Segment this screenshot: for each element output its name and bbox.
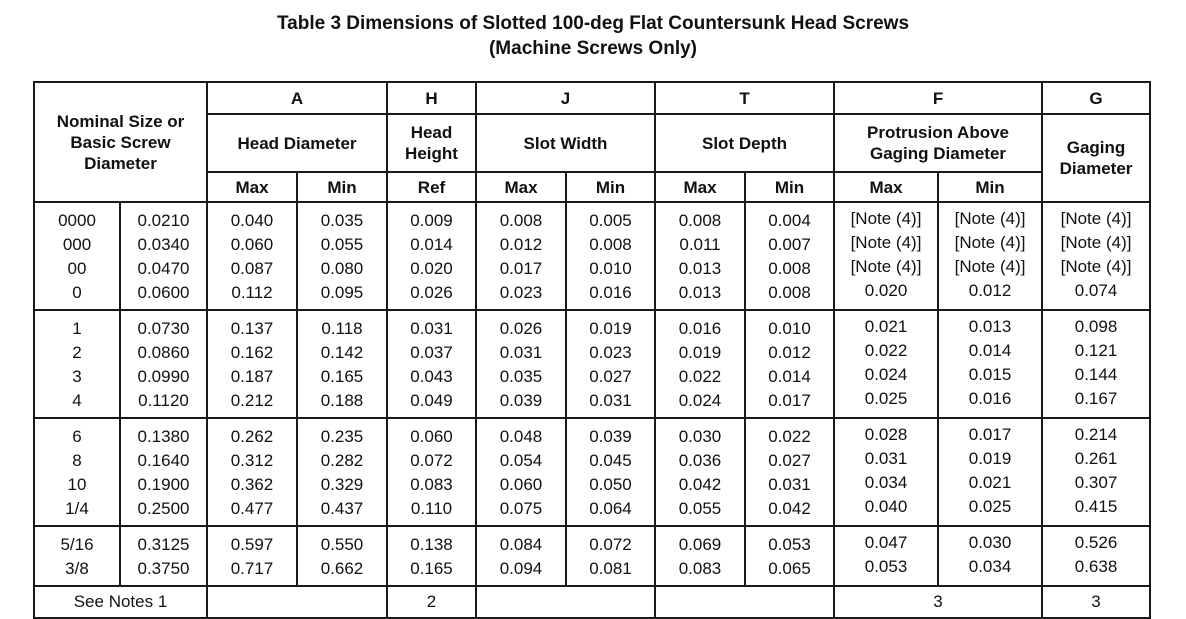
- t-max-header: Max: [655, 172, 745, 202]
- cell-basic: [120, 310, 207, 418]
- cell-value: [Note (4)]: [954, 233, 1026, 252]
- cell-value: 0.043: [410, 367, 453, 386]
- nominal-size-header: Nominal Size or Basic Screw Diameter: [34, 82, 207, 202]
- cell-size: [34, 526, 120, 586]
- cell-value: 0.3125: [137, 535, 190, 554]
- cell-value: 0.162: [230, 343, 274, 362]
- row-group: [34, 418, 1150, 526]
- cell-value: 0.069: [678, 535, 722, 554]
- cell-value: 0.030: [678, 427, 722, 446]
- cell-value: 0.012: [968, 281, 1012, 300]
- cell-f-min: [938, 202, 1042, 310]
- cell-t-min: [745, 202, 834, 310]
- cell-f-max: [834, 526, 938, 586]
- notes-g: 3: [1042, 586, 1150, 618]
- dimensions-table: [33, 81, 1151, 619]
- cell-basic: [120, 526, 207, 586]
- cell-value: 0.016: [589, 283, 632, 302]
- cell-value: 0.035: [499, 367, 543, 386]
- cell-value: 0.053: [864, 557, 908, 576]
- cell-value: 3/8: [65, 559, 89, 578]
- cell-value: 0.526: [1074, 533, 1118, 552]
- cell-value: 0.0860: [137, 343, 190, 362]
- cell-value: 0.083: [410, 475, 453, 494]
- cell-value: 4: [72, 391, 82, 410]
- cell-value: 0.3750: [137, 559, 190, 578]
- cell-value: 0.550: [320, 535, 364, 554]
- cell-value: 0.050: [589, 475, 632, 494]
- cell-size: [34, 202, 120, 310]
- head-height-header: Head Height: [387, 114, 476, 172]
- cell-value: 0.020: [864, 281, 908, 300]
- cell-value: 0.094: [499, 559, 543, 578]
- cell-value: 0.010: [589, 259, 632, 278]
- notes-a: [207, 586, 387, 618]
- cell-value: 0.039: [589, 427, 632, 446]
- cell-a-max: [207, 202, 297, 310]
- cell-value: 0.015: [968, 365, 1012, 384]
- cell-value: 0.031: [768, 475, 811, 494]
- cell-t-max: [655, 526, 745, 586]
- cell-value: 0.072: [410, 451, 453, 470]
- cell-value: 0.212: [230, 391, 274, 410]
- cell-value: 00: [67, 259, 87, 278]
- cell-value: 0.047: [864, 533, 908, 552]
- cell-value: 0.110: [410, 499, 453, 518]
- cell-value: 0.072: [589, 535, 632, 554]
- cell-value: 0.060: [499, 475, 543, 494]
- cell-value: 0.035: [320, 211, 364, 230]
- cell-g: [1042, 310, 1150, 418]
- cell-t-max: [655, 418, 745, 526]
- cell-value: 6: [72, 427, 82, 446]
- cell-value: 0.165: [410, 559, 453, 578]
- cell-value: 0.012: [768, 343, 811, 362]
- cell-value: 0.087: [230, 259, 274, 278]
- cell-size: [34, 418, 120, 526]
- cell-value: 0.020: [410, 259, 453, 278]
- cell-value: 0.2500: [137, 499, 190, 518]
- cell-value: 0.014: [410, 235, 453, 254]
- table-row: [34, 202, 1150, 310]
- cell-value: 0.118: [321, 319, 363, 338]
- table-row: [34, 418, 1150, 526]
- cell-value: 0.021: [864, 317, 908, 336]
- cell-value: 0: [72, 283, 82, 302]
- cell-value: 0.053: [768, 535, 811, 554]
- cell-value: 0.0730: [137, 319, 190, 338]
- cell-a-min: [297, 202, 387, 310]
- row-group: [34, 526, 1150, 586]
- cell-value: 0.017: [968, 425, 1012, 444]
- j-max-header: Max: [476, 172, 566, 202]
- cell-value: 0.028: [864, 425, 908, 444]
- cell-value: 0.064: [589, 499, 632, 518]
- cell-value: 0.022: [768, 427, 811, 446]
- cell-value: 0.036: [678, 451, 722, 470]
- cell-value: 0.235: [320, 427, 364, 446]
- cell-g: [1042, 418, 1150, 526]
- cell-h-ref: [387, 310, 476, 418]
- cell-value: 0.024: [678, 391, 722, 410]
- cell-value: 0.016: [968, 389, 1012, 408]
- cell-value: 0.055: [320, 235, 364, 254]
- cell-value: 0.013: [968, 317, 1012, 336]
- cell-value: 0.012: [499, 235, 543, 254]
- slot-depth-header: Slot Depth: [655, 114, 834, 172]
- cell-a-max: [207, 526, 297, 586]
- cell-value: 0.098: [1074, 317, 1118, 336]
- cell-t-min: [745, 418, 834, 526]
- cell-value: 0.005: [589, 211, 632, 230]
- cell-value: 0.008: [768, 283, 811, 302]
- cell-size: [34, 310, 120, 418]
- cell-value: 3: [72, 367, 82, 386]
- gaging-diameter-header: Gaging Diameter: [1042, 114, 1150, 202]
- cell-value: 0.307: [1074, 473, 1118, 492]
- table-row: [34, 310, 1150, 418]
- cell-value: 0.045: [589, 451, 632, 470]
- h-ref-header: Ref: [387, 172, 476, 202]
- table-subtitle: (Machine Screws Only): [488, 38, 697, 59]
- cell-value: 0.021: [968, 473, 1012, 492]
- cell-value: 0.080: [320, 259, 364, 278]
- cell-value: 0.022: [678, 367, 722, 386]
- cell-value: 0.025: [968, 497, 1012, 516]
- cell-value: 0.027: [589, 367, 632, 386]
- cell-value: 0.638: [1074, 557, 1118, 576]
- cell-value: 0.026: [410, 283, 453, 302]
- slot-width-header: Slot Width: [476, 114, 655, 172]
- col-letter-j: J: [476, 82, 655, 114]
- cell-f-min: [938, 310, 1042, 418]
- cell-value: 0.142: [320, 343, 364, 362]
- cell-value: 0.008: [589, 235, 632, 254]
- cell-value: 0.054: [499, 451, 543, 470]
- cell-value: 0.0600: [137, 283, 190, 302]
- cell-value: 0.214: [1074, 425, 1118, 444]
- cell-value: 0.024: [864, 365, 908, 384]
- cell-f-min: [938, 526, 1042, 586]
- cell-value: 0.717: [230, 559, 274, 578]
- a-max-header: Max: [207, 172, 297, 202]
- notes-label: See Notes 1: [34, 586, 207, 618]
- cell-value: 0.312: [230, 451, 274, 470]
- cell-value: 0.031: [499, 343, 543, 362]
- cell-value: 0.017: [499, 259, 543, 278]
- cell-basic: [120, 418, 207, 526]
- col-letter-a: A: [207, 82, 387, 114]
- cell-j-min: [566, 202, 655, 310]
- cell-value: 1: [72, 319, 82, 338]
- cell-value: 0.009: [410, 211, 453, 230]
- cell-value: 0.081: [589, 559, 632, 578]
- cell-value: 0.014: [968, 341, 1012, 360]
- cell-value: 0.165: [320, 367, 364, 386]
- head-diameter-header: Head Diameter: [207, 114, 387, 172]
- cell-value: 0.437: [320, 499, 364, 518]
- cell-value: 0.060: [410, 427, 453, 446]
- col-letter-f: F: [834, 82, 1042, 114]
- cell-value: 0000: [58, 211, 96, 230]
- table-title: Table 3 Dimensions of Slotted 100-deg Flat Countersunk Head Screws: [276, 13, 910, 34]
- cell-value: 0.023: [499, 283, 543, 302]
- cell-value: [Note (4)]: [1060, 209, 1132, 228]
- cell-value: 0.040: [864, 497, 908, 516]
- cell-value: 5/16: [60, 535, 94, 554]
- cell-t-max: [655, 202, 745, 310]
- cell-value: 0.262: [230, 427, 274, 446]
- cell-g: [1042, 526, 1150, 586]
- cell-a-min: [297, 310, 387, 418]
- cell-a-min: [297, 418, 387, 526]
- f-min-header: Min: [938, 172, 1042, 202]
- cell-value: 0.042: [768, 499, 811, 518]
- cell-value: 0.027: [768, 451, 811, 470]
- col-letter-t: T: [655, 82, 834, 114]
- cell-value: 0.023: [589, 343, 632, 362]
- cell-value: [Note (4)]: [850, 257, 922, 276]
- cell-value: 0.075: [499, 499, 543, 518]
- cell-value: 0.031: [589, 391, 632, 410]
- cell-j-min: [566, 526, 655, 586]
- cell-value: 0.060: [230, 235, 274, 254]
- cell-value: 0.083: [678, 559, 722, 578]
- cell-a-max: [207, 310, 297, 418]
- cell-j-max: [476, 418, 566, 526]
- cell-value: 0.040: [230, 211, 274, 230]
- cell-j-max: [476, 202, 566, 310]
- table-row: [34, 526, 1150, 586]
- cell-value: [Note (4)]: [954, 257, 1026, 276]
- cell-value: 0.049: [410, 391, 453, 410]
- cell-f-min: [938, 418, 1042, 526]
- cell-value: 0.0470: [137, 259, 190, 278]
- cell-value: [Note (4)]: [850, 233, 922, 252]
- cell-j-max: [476, 526, 566, 586]
- t-min-header: Min: [745, 172, 834, 202]
- protrusion-header: Protrusion Above Gaging Diameter: [834, 114, 1042, 172]
- notes-t: [655, 586, 834, 618]
- cell-value: 0.010: [768, 319, 811, 338]
- cell-value: 0.137: [230, 319, 274, 338]
- cell-value: 0.030: [968, 533, 1012, 552]
- cell-value: 0.008: [768, 259, 811, 278]
- cell-t-min: [745, 526, 834, 586]
- cell-value: 0.1120: [138, 391, 189, 410]
- cell-h-ref: [387, 202, 476, 310]
- notes-j: [476, 586, 655, 618]
- col-letter-h: H: [387, 82, 476, 114]
- cell-value: 0.0340: [137, 235, 190, 254]
- cell-value: [Note (4)]: [850, 209, 922, 228]
- cell-value: 0.0210: [137, 211, 190, 230]
- cell-value: 0.008: [499, 211, 543, 230]
- cell-value: 0.014: [768, 367, 811, 386]
- cell-a-min: [297, 526, 387, 586]
- cell-value: 0.031: [864, 449, 908, 468]
- cell-value: [Note (4)]: [954, 209, 1026, 228]
- cell-value: 1/4: [65, 499, 89, 518]
- notes-h: 2: [387, 586, 476, 618]
- cell-value: 0.004: [768, 211, 811, 230]
- cell-t-max: [655, 310, 745, 418]
- cell-f-max: [834, 418, 938, 526]
- cell-value: 8: [72, 451, 82, 470]
- cell-value: 0.031: [410, 319, 453, 338]
- cell-value: 0.282: [320, 451, 364, 470]
- cell-value: 0.167: [1074, 389, 1118, 408]
- cell-value: 0.415: [1074, 497, 1118, 516]
- cell-value: 0.065: [768, 559, 811, 578]
- cell-value: 0.019: [589, 319, 632, 338]
- cell-value: 0.362: [230, 475, 274, 494]
- cell-value: 0.1900: [137, 475, 190, 494]
- cell-h-ref: [387, 526, 476, 586]
- cell-value: 0.013: [678, 283, 722, 302]
- cell-value: 0.037: [410, 343, 453, 362]
- cell-value: 0.138: [410, 535, 453, 554]
- cell-value: 0.011: [679, 235, 721, 254]
- j-min-header: Min: [566, 172, 655, 202]
- cell-value: 0.662: [320, 559, 364, 578]
- cell-value: 0.034: [864, 473, 908, 492]
- cell-value: 0.0990: [137, 367, 190, 386]
- notes-f: 3: [834, 586, 1042, 618]
- cell-value: 0.013: [678, 259, 722, 278]
- cell-value: 0.026: [499, 319, 543, 338]
- cell-g: [1042, 202, 1150, 310]
- cell-value: 0.112: [231, 283, 273, 302]
- cell-j-min: [566, 418, 655, 526]
- cell-value: 2: [72, 343, 82, 362]
- cell-f-max: [834, 310, 938, 418]
- cell-value: 0.477: [230, 499, 274, 518]
- cell-value: 0.144: [1074, 365, 1118, 384]
- cell-f-max: [834, 202, 938, 310]
- cell-value: 0.329: [320, 475, 364, 494]
- cell-value: 0.022: [864, 341, 908, 360]
- cell-value: 0.1380: [137, 427, 190, 446]
- cell-t-min: [745, 310, 834, 418]
- row-group: [34, 202, 1150, 310]
- cell-h-ref: [387, 418, 476, 526]
- cell-value: 0.597: [230, 535, 274, 554]
- cell-value: 0.261: [1074, 449, 1118, 468]
- cell-j-min: [566, 310, 655, 418]
- cell-value: 10: [67, 475, 87, 494]
- cell-value: 0.019: [968, 449, 1012, 468]
- cell-a-max: [207, 418, 297, 526]
- cell-value: 0.007: [768, 235, 811, 254]
- cell-value: 0.187: [230, 367, 274, 386]
- cell-value: [Note (4)]: [1060, 257, 1132, 276]
- cell-value: 0.095: [320, 283, 364, 302]
- cell-value: 0.042: [678, 475, 722, 494]
- cell-value: 0.025: [864, 389, 908, 408]
- cell-basic: [120, 202, 207, 310]
- cell-value: [Note (4)]: [1060, 233, 1132, 252]
- cell-j-max: [476, 310, 566, 418]
- cell-value: 0.084: [499, 535, 543, 554]
- col-letter-g: G: [1042, 82, 1150, 114]
- cell-value: 000: [62, 235, 92, 254]
- cell-value: 0.016: [678, 319, 722, 338]
- cell-value: 0.121: [1074, 341, 1118, 360]
- f-max-header: Max: [834, 172, 938, 202]
- row-group: [34, 310, 1150, 418]
- cell-value: 0.048: [499, 427, 543, 446]
- cell-value: 0.039: [499, 391, 543, 410]
- cell-value: 0.1640: [137, 451, 190, 470]
- cell-value: 0.055: [678, 499, 722, 518]
- a-min-header: Min: [297, 172, 387, 202]
- cell-value: 0.034: [968, 557, 1012, 576]
- cell-value: 0.074: [1074, 281, 1118, 300]
- cell-value: 0.008: [678, 211, 722, 230]
- cell-value: 0.019: [678, 343, 722, 362]
- cell-value: 0.017: [768, 391, 811, 410]
- cell-value: 0.188: [320, 391, 364, 410]
